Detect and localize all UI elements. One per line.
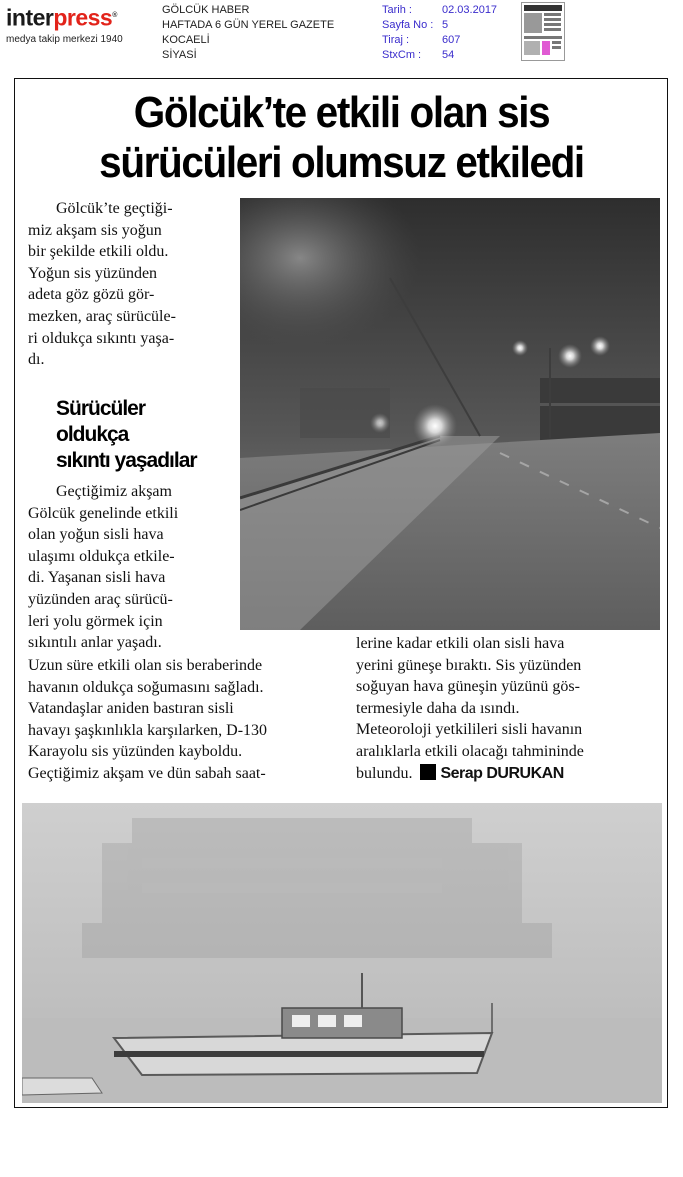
- author-marker-icon: [420, 764, 436, 780]
- page-thumbnail: [521, 2, 565, 61]
- info-row-date: Tarih : 02.03.2017: [382, 4, 498, 16]
- info-row-page: Sayfa No : 5: [382, 19, 449, 31]
- info-row-stxcm: StxCm : 54: [382, 49, 455, 61]
- headline-line2: sürücüleri olumsuz etkiledi: [99, 138, 584, 187]
- publication-category: SİYASİ: [162, 49, 197, 61]
- publication-region: KOCAELİ: [162, 34, 210, 46]
- logo-reg-mark: ®: [112, 12, 117, 19]
- publication-name: GÖLCÜK HABER: [162, 4, 250, 16]
- publication-frequency: HAFTADA 6 GÜN YEREL GAZETE: [162, 19, 335, 31]
- fog-road-photo: [240, 198, 660, 630]
- publication-meta: [162, 3, 334, 63]
- fog-harbor-photo: [22, 803, 662, 1103]
- wide-paragraph: Uzun süre etkili olan sis beraberinde havanın oldukça soğumasını sağladı. Vatandaşlar aniden bastıran sisli havayı şaşkınlıkla karşılarken, D-130 Karayolu sis yüzünden kayboldu. Geçtiğimiz akşam ve dün sabah saat-: [28, 657, 268, 782]
- closing-line: bulundu. Serap DURUKAN: [356, 764, 564, 782]
- author-name: Serap DURUKAN: [440, 764, 564, 782]
- clipping-info: [382, 3, 497, 63]
- right-paragraph: lerine kadar etkili olan sisli hava yerini güneşe bıraktı. Sis yüzünden soğuyan hava güneşin yüzünü gös- termesiyle daha da ısındı. Meteoroloji yetkilileri sisli havanın aralıklarla etkili olacağı tahmininde bulundu. Serap DURUKAN: [356, 633, 656, 784]
- logo-wordmark: [6, 4, 156, 30]
- logo-part2: press: [53, 4, 113, 31]
- interpress-logo: [6, 4, 156, 45]
- intro-paragraph: Gölcük’te geçtiği- miz akşam sis yoğun bir şekilde etkili oldu. Yoğun sis yüzünden adeta göz gözü gör- mezken, araç sürücüle- ri oldukça sıkıntı yaşa- dı.: [28, 200, 176, 369]
- info-row-circulation: Tiraj : 607: [382, 34, 461, 46]
- subheading: Sürücüler oldukça sıkıntı yaşadılar: [56, 397, 197, 472]
- body-paragraph: Geçtiğimiz akşam Gölcük genelinde etkili olan yoğun sisli hava ulaşımı oldukça etkile- di. Yaşanan sisli hava yüzünden araç sürücü- leri yolu görmek için sıkıntılı anlar yaşadı.: [28, 483, 179, 652]
- headline-line1: Gölcük’te etkili olan sis: [133, 88, 550, 137]
- logo-part1: inter: [6, 4, 54, 31]
- logo-tagline: medya takip merkezi 1940: [6, 33, 123, 45]
